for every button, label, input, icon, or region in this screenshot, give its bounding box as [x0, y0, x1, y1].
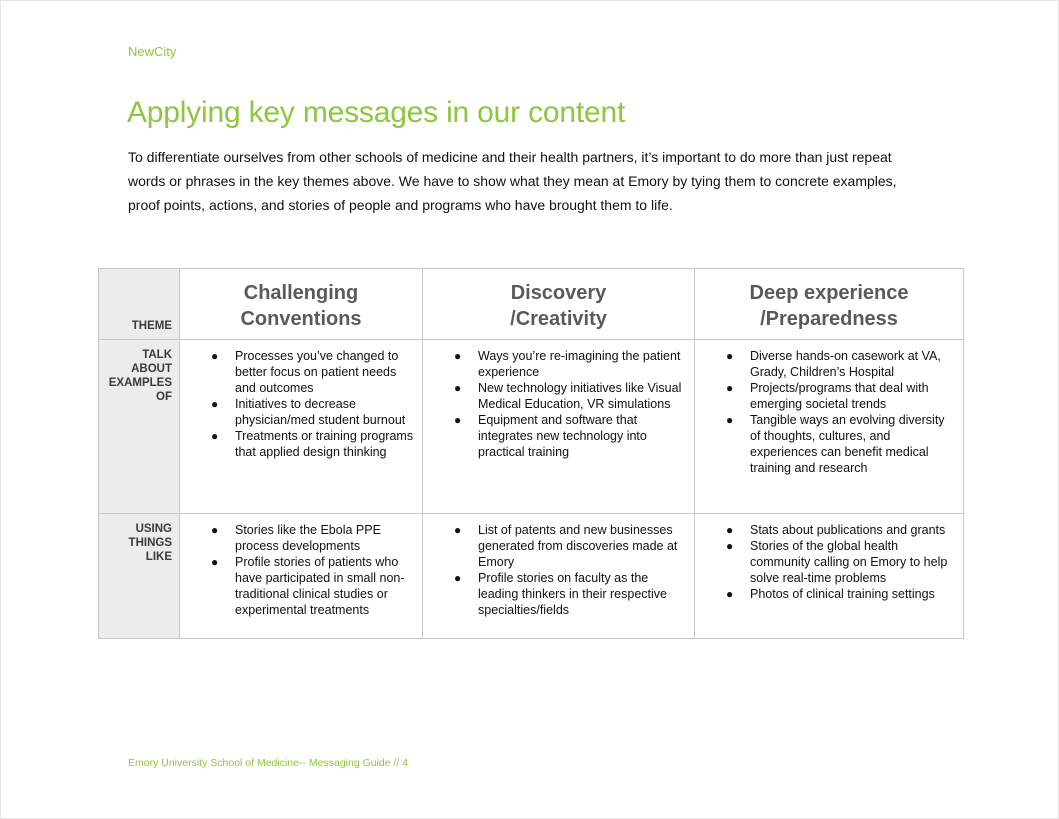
bullet-icon: ● [211, 429, 219, 443]
talk-about-cell-deep-experience [695, 340, 964, 514]
theme-heading-deep-experience [695, 269, 964, 340]
bullet-icon: ● [726, 381, 734, 395]
list-item [707, 586, 955, 602]
using-label-cell [99, 514, 180, 639]
bullet-icon: ● [454, 381, 462, 395]
talk-about-row [99, 340, 964, 514]
list-item [435, 570, 686, 618]
bullet-icon: ● [454, 523, 462, 537]
talk-about-label: TALK ABOUT EXAMPLES OF [108, 349, 172, 403]
using-cell-discovery [423, 514, 695, 639]
bullet-icon: ● [211, 349, 219, 363]
bullet-icon: ● [726, 539, 734, 553]
list-item-text: New technology initiatives like Visual Medical Education, VR simulations [478, 381, 682, 411]
list-item-text: Treatments or training programs that applied design thinking [235, 429, 414, 459]
messaging-table [98, 268, 964, 639]
using-cell-challenging [180, 514, 423, 639]
theme-heading-discovery [423, 269, 695, 340]
theme-heading-challenging [180, 269, 423, 340]
list-item-text: Photos of clinical training settings [750, 587, 935, 601]
bullet-list [423, 514, 694, 618]
list-item [707, 538, 955, 586]
list-item [707, 380, 955, 412]
list-item-text: Stats about publications and grants [750, 523, 946, 537]
page-title: Applying key messages in our content [127, 96, 626, 129]
list-item [435, 348, 686, 380]
bullet-icon: ● [726, 523, 734, 537]
list-item [192, 348, 414, 396]
bullet-list [695, 340, 963, 476]
list-item [435, 380, 686, 412]
theme-label-cell [99, 269, 180, 340]
using-cell-deep-experience [695, 514, 964, 639]
bullet-icon: ● [726, 587, 734, 601]
list-item-text: Stories of the global health community calling on Emory to help solve real-time problems [750, 539, 948, 585]
header-brand: NewCity [128, 44, 177, 59]
list-item-text: Diverse hands-on casework at VA, Grady, Children’s Hospital [750, 349, 941, 379]
list-item-text: Stories like the Ebola PPE process developments [235, 523, 381, 553]
list-item-text: Processes you’ve changed to better focus on patient needs and outcomes [235, 349, 399, 395]
list-item-text: Profile stories of patients who have participated in small non-traditional clinical studies or experimental treatments [235, 555, 405, 617]
theme-heading-line: /Preparedness [760, 308, 898, 330]
bullet-list [423, 340, 694, 460]
theme-heading-line: Discovery [510, 282, 607, 304]
talk-about-label-cell [99, 340, 180, 514]
list-item [435, 522, 686, 570]
theme-row [99, 269, 964, 340]
bullet-list [180, 340, 422, 460]
intro-paragraph: To differentiate ourselves from other schools of medicine and their health partners, it’s important to do more than just repeat words or phrases in the key themes above. We have to show what they mean at Emory by tying them to concrete examples, proof points, actions, and stories of people and programs who have brought them to life. [128, 149, 897, 213]
using-row [99, 514, 964, 639]
bullet-icon: ● [211, 555, 219, 569]
bullet-icon: ● [726, 349, 734, 363]
list-item [192, 396, 414, 428]
bullet-icon: ● [211, 523, 219, 537]
list-item [192, 554, 414, 618]
list-item [707, 522, 955, 538]
list-item [192, 428, 414, 460]
list-item-text: Projects/programs that deal with emerging societal trends [750, 381, 929, 411]
theme-label: THEME [131, 320, 172, 332]
list-item-text: List of patents and new businesses generated from discoveries made at Emory [478, 523, 678, 569]
bullet-icon: ● [454, 413, 462, 427]
bullet-icon: ● [726, 413, 734, 427]
list-item-text: Profile stories on faculty as the leading thinkers in their respective specialties/fields [478, 571, 667, 617]
list-item-text: Ways you’re re-imagining the patient experience [478, 349, 681, 379]
list-item-text: Equipment and software that integrates new technology into practical training [478, 413, 647, 459]
bullet-icon: ● [454, 571, 462, 585]
bullet-list [180, 514, 422, 618]
theme-heading-line: Deep experience [749, 282, 909, 304]
theme-heading-line: Challenging [243, 282, 359, 304]
bullet-icon: ● [211, 397, 219, 411]
list-item [435, 412, 686, 460]
list-item-text: Initiatives to decrease physician/med student burnout [235, 397, 406, 427]
talk-about-cell-discovery [423, 340, 695, 514]
footer-text: Emory University School of Medicine-- Messaging Guide // 4 [128, 757, 409, 769]
list-item [707, 348, 955, 380]
theme-heading-line: Conventions [240, 308, 362, 330]
list-item [192, 522, 414, 554]
bullet-list [695, 514, 963, 602]
list-item [707, 412, 955, 476]
bullet-icon: ● [454, 349, 462, 363]
talk-about-cell-challenging [180, 340, 423, 514]
list-item-text: Tangible ways an evolving diversity of thoughts, cultures, and experiences can benefit medical training and research [750, 413, 945, 475]
theme-heading-line: /Creativity [510, 308, 607, 330]
using-label: USING THINGS LIKE [128, 523, 172, 563]
